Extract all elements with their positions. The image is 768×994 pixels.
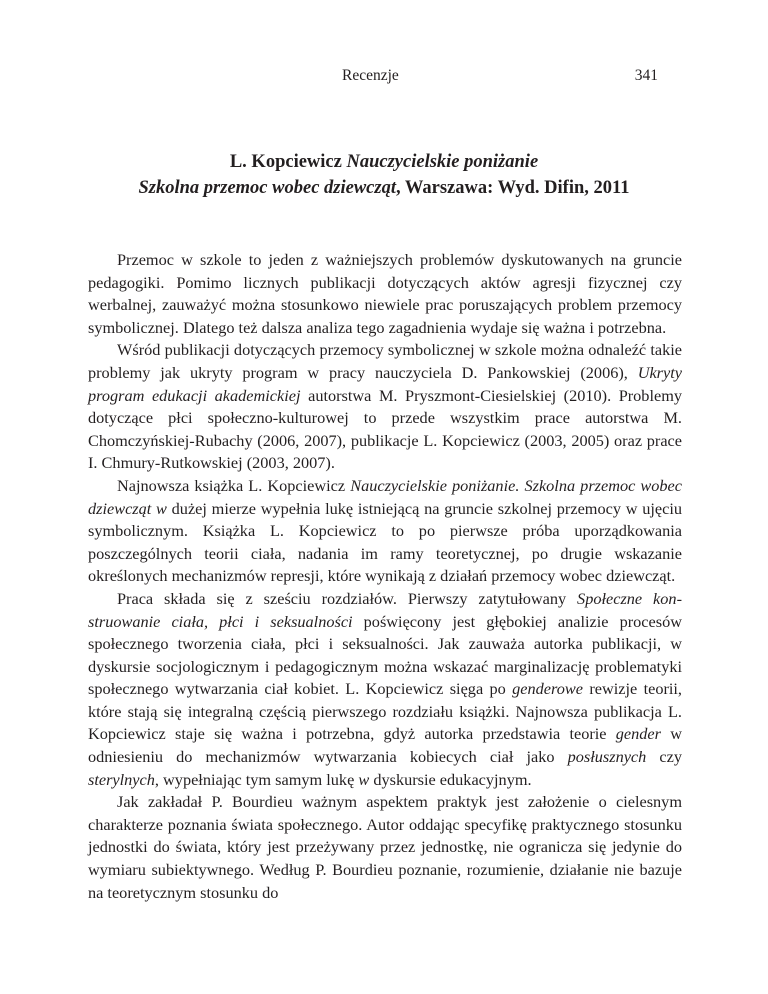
- book-title-part-1: Nauczycielskie poniżanie: [346, 152, 539, 172]
- paragraph-text: w odniesieniu do mechanizmów wytwarzania kobiecych ciał jako: [88, 724, 683, 767]
- page-number: 341: [634, 67, 658, 84]
- paragraph-text: dużej mierze wypełnia lukę istniejącą na gruncie szkolnej przemocy w ujęciu symbolicznym. Książka L. Kopciewicz to po pierwsze próba uporządkowania poszczególnych teorii ciała, nadania im ramy teoretycznej, po drugie wskazanie określonych mechanizmów represji, które wynikają z działań przemocy wobec dziewcząt.: [88, 498, 682, 586]
- paragraph-3: [88, 475, 682, 588]
- paragraph-text: Przemoc w szkole to jeden z ważniejszych problemów dyskutowanych na gruncie pedagogiki. Pomimo licznych publikacji dotyczących aktów agresji fizycznej czy werbalnej, zauważyć można stosunkowo niewiele prac poruszających problem przemocy symbolicznej. Dlatego też dalsza analiza tego zagadnienia wydaje się ważna i potrzebna.: [88, 250, 682, 337]
- paragraph-text: Najnowsza książka L. Kopciewicz: [117, 475, 351, 495]
- italic-term: sterylnych: [88, 769, 155, 789]
- italic-term: genderowe: [512, 679, 583, 699]
- italic-term: w: [358, 769, 370, 789]
- title-line-2: [100, 175, 668, 201]
- paragraph-text: Jak zakładał P. Bourdieu ważnym aspektem praktyk jest założenie o cielesnym charakterze poznania świata społecznego. Autor oddając specyfikę praktycznego stosunku jednostki do świata, który jest przeżywany przez jednostkę, nie ogranicza się jedynie do wymiaru subiektywnego. Według P. Bourdieu poznanie, rozumienie, działanie nie bazuje na teoretycznym stosunku do: [88, 792, 682, 902]
- review-body: [88, 249, 682, 904]
- paragraph-text: Wśród publikacji dotyczących przemocy symbolicznej w szkole można odnaleźć takie problemy jak ukryty program w pracy nauczyciela D. Pankowskiej (2006),: [88, 340, 682, 382]
- chapter-title: Społeczne konstruowanie ciała, płci i seksualności: [88, 588, 682, 631]
- book-title-part-2: Szkolna przemoc wobec dziewcząt: [138, 178, 396, 198]
- italic-term: gender: [615, 724, 661, 744]
- section-title: Recenzje: [342, 67, 399, 84]
- paragraph-4: [88, 588, 682, 791]
- cited-title: Ukryty program edukacji akademickiej: [88, 362, 682, 405]
- cited-title: Nauczycielskie poniżanie. Szkolna przemoc wobec dziewcząt w: [88, 475, 683, 518]
- paragraph-text: rewizje teorii, które stają się integralną częścią pierwszego rozdziału książki. Najnowsza publikacja L. Kopciewicz staje się ważna i potrzebna, gdyż autorka przedstawia teorie: [88, 679, 683, 744]
- title-line-1: [100, 149, 668, 175]
- review-title: [100, 149, 668, 201]
- publication-info: , Warszawa: Wyd. Difin, 2011: [395, 178, 630, 198]
- paragraph-text: autorstwa M. Pryszmont-Ciesielskiej (2010). Problemy dotyczące płci społeczno-kulturowej to przede wszystkim prace autorstwa M. Chomczyńskiej-Rubachy (2006, 2007), publikacje L. Kopciewicz (2003, 2005) oraz prace I. Chmury-Rutkowskiej (2003, 2007).: [88, 385, 683, 473]
- running-header: [0, 66, 768, 86]
- paragraph-text: czy: [646, 747, 682, 767]
- paragraph-text: , wypełniając tym samym lukę: [154, 769, 359, 789]
- paragraph-1: [88, 249, 682, 339]
- paragraph-text: poświęcony jest głębokiej analizie procesów społecznego tworzenia ciała, płci i seksualności. Jak zauważa autorka publikacji, w dyskursie socjologicznym i pedagogicznym można wskazać marginalizację problematyki społecznego wytwarzania ciał kobiet. L. Kopciewicz sięga po: [88, 611, 682, 699]
- paragraph-text: dyskursie edukacyjnym.: [369, 769, 532, 789]
- paragraph-text: Praca składa się z sześciu rozdziałów. Pierwszy zatytułowany: [117, 588, 578, 608]
- italic-term: posłusznych: [567, 747, 647, 767]
- paragraph-5: [88, 791, 682, 904]
- book-author: L. Kopciewicz: [229, 152, 342, 172]
- paragraph-2: [88, 339, 682, 475]
